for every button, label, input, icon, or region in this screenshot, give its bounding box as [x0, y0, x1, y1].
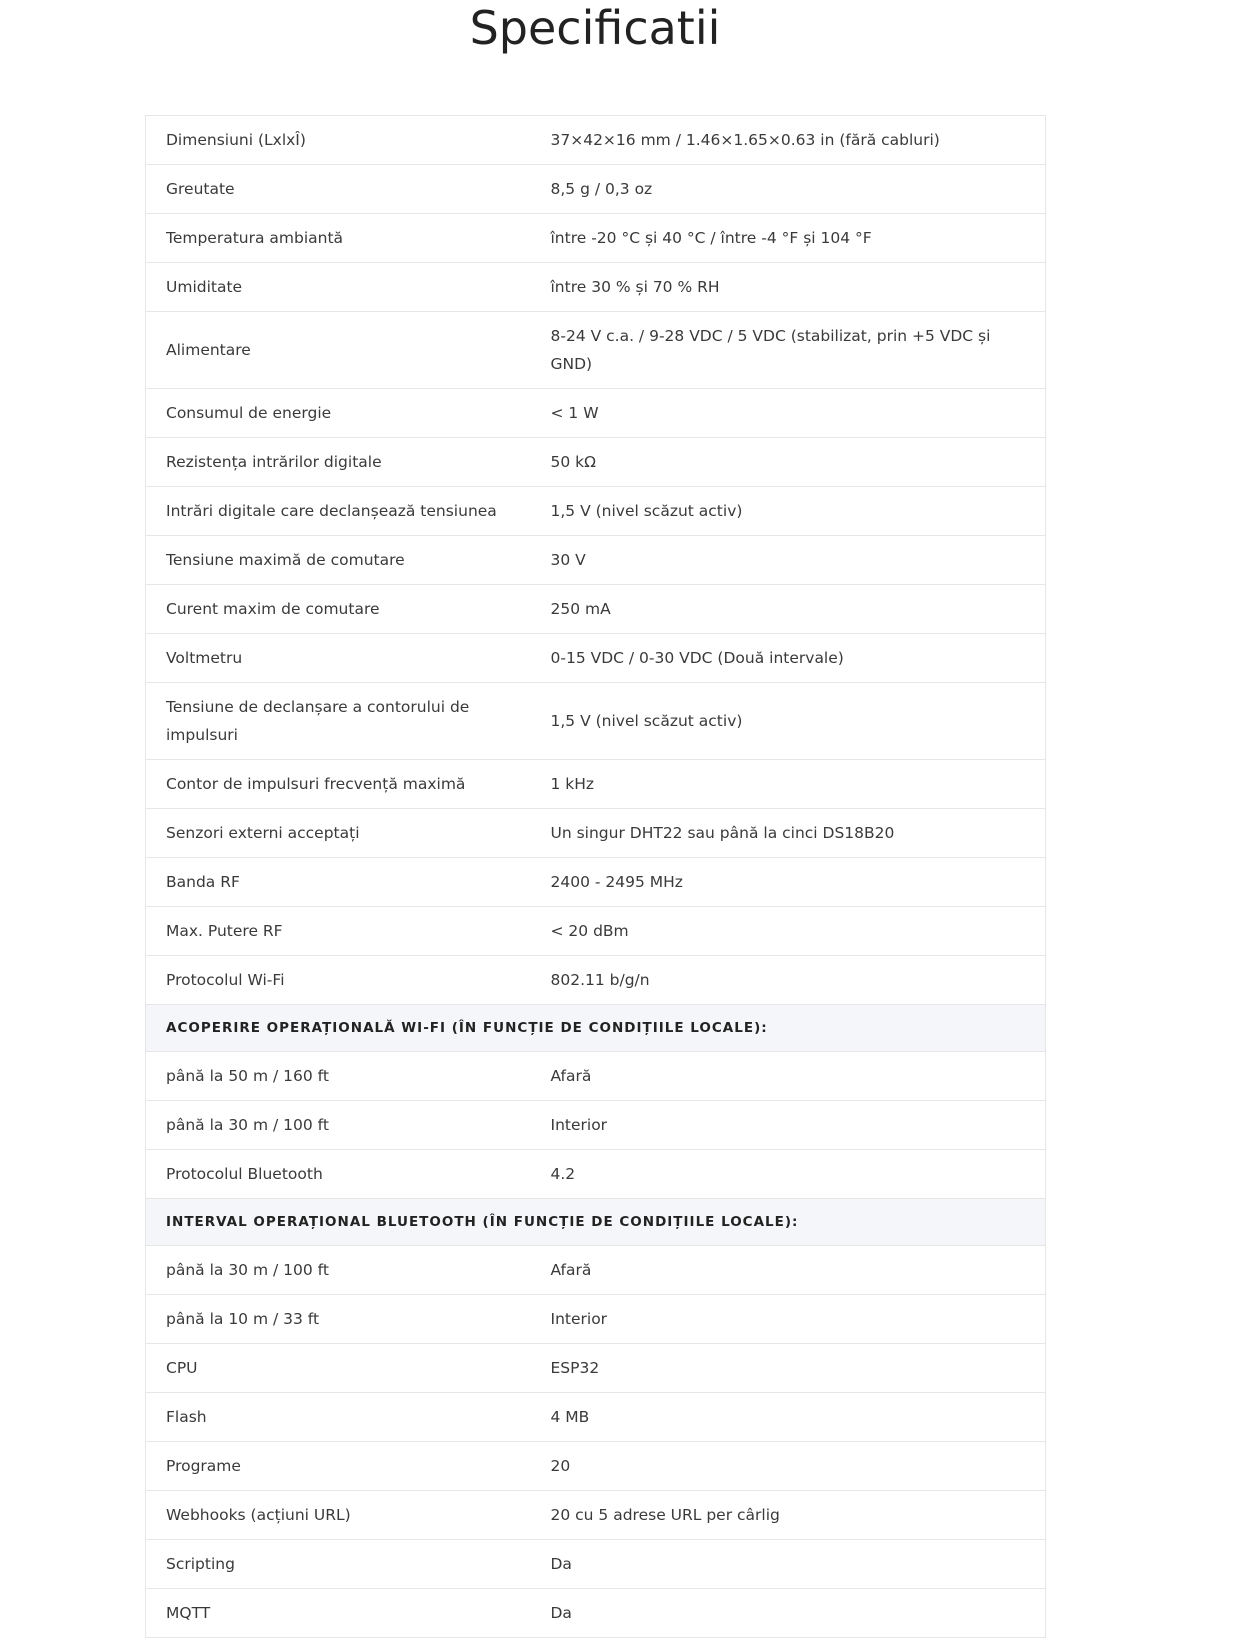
spec-value: ESP32 — [531, 1344, 1046, 1393]
spec-label: Webhooks (acțiuni URL) — [146, 1491, 531, 1540]
spec-row — [146, 956, 1046, 1005]
spec-value: 8-24 V c.a. / 9-28 VDC / 5 VDC (stabilizat, prin +5 VDC și GND) — [531, 312, 1046, 389]
spec-label: Voltmetru — [146, 634, 531, 683]
spec-value: 802.11 b/g/n — [531, 956, 1046, 1005]
spec-value: 30 V — [531, 536, 1046, 585]
spec-row — [146, 683, 1046, 760]
spec-value: 20 — [531, 1442, 1046, 1491]
spec-value: Un singur DHT22 sau până la cinci DS18B20 — [531, 809, 1046, 858]
spec-row — [146, 1393, 1046, 1442]
spec-label: până la 10 m / 33 ft — [146, 1295, 531, 1344]
spec-value: 37×42×16 mm / 1.46×1.65×0.63 in (fără cabluri) — [531, 116, 1046, 165]
spec-label: Senzori externi acceptați — [146, 809, 531, 858]
spec-value: 1,5 V (nivel scăzut activ) — [531, 487, 1046, 536]
spec-label: Curent maxim de comutare — [146, 585, 531, 634]
spec-row — [146, 634, 1046, 683]
spec-value: 50 kΩ — [531, 438, 1046, 487]
spec-label: până la 30 m / 100 ft — [146, 1246, 531, 1295]
spec-label: CPU — [146, 1344, 531, 1393]
spec-label: Protocolul Wi-Fi — [146, 956, 531, 1005]
spec-value: 4.2 — [531, 1150, 1046, 1199]
spec-row — [146, 214, 1046, 263]
spec-value: 0-15 VDC / 0-30 VDC (Două intervale) — [531, 634, 1046, 683]
spec-value: < 20 dBm — [531, 907, 1046, 956]
spec-row — [146, 809, 1046, 858]
spec-row — [146, 1101, 1046, 1150]
page-title: Specificatii — [469, 1, 721, 55]
spec-value: 250 mA — [531, 585, 1046, 634]
spec-row — [146, 1150, 1046, 1199]
spec-row — [146, 1491, 1046, 1540]
spec-label: Banda RF — [146, 858, 531, 907]
spec-label: Dimensiuni (LxlxÎ) — [146, 116, 531, 165]
spec-row — [146, 312, 1046, 389]
spec-value: Da — [531, 1589, 1046, 1638]
spec-row — [146, 1540, 1046, 1589]
spec-row — [146, 487, 1046, 536]
spec-label: Alimentare — [146, 312, 531, 389]
spec-row — [146, 1344, 1046, 1393]
spec-row — [146, 760, 1046, 809]
spec-label: Tensiune maximă de comutare — [146, 536, 531, 585]
spec-label: Temperatura ambiantă — [146, 214, 531, 263]
spec-value: între -20 °C și 40 °C / între -4 °F și 104 °F — [531, 214, 1046, 263]
section-header-row — [146, 1199, 1046, 1246]
spec-label: MQTT — [146, 1589, 531, 1638]
spec-label: Flash — [146, 1393, 531, 1442]
spec-label: Consumul de energie — [146, 389, 531, 438]
spec-row — [146, 1295, 1046, 1344]
spec-row — [146, 1246, 1046, 1295]
spec-row — [146, 438, 1046, 487]
spec-label: Rezistența intrărilor digitale — [146, 438, 531, 487]
specifications-table-body — [146, 116, 1046, 1638]
spec-row — [146, 165, 1046, 214]
spec-label: până la 50 m / 160 ft — [146, 1052, 531, 1101]
spec-row — [146, 907, 1046, 956]
spec-value: 1 kHz — [531, 760, 1046, 809]
spec-label: Protocolul Bluetooth — [146, 1150, 531, 1199]
spec-value: 2400 - 2495 MHz — [531, 858, 1046, 907]
spec-value: Afară — [531, 1246, 1046, 1295]
spec-label: Programe — [146, 1442, 531, 1491]
spec-label: Tensiune de declanșare a contorului de impulsuri — [146, 683, 531, 760]
spec-row — [146, 389, 1046, 438]
section-header-label: INTERVAL OPERAȚIONAL BLUETOOTH (ÎN FUNCȚIE DE CONDIȚIILE LOCALE): — [146, 1199, 1046, 1246]
section-header-row — [146, 1005, 1046, 1052]
specifications-table — [145, 115, 1046, 1638]
spec-row — [146, 263, 1046, 312]
spec-value: 1,5 V (nivel scăzut activ) — [531, 683, 1046, 760]
spec-row — [146, 1442, 1046, 1491]
section-header-label: ACOPERIRE OPERAȚIONALĂ WI-FI (ÎN FUNCȚIE DE CONDIȚIILE LOCALE): — [146, 1005, 1046, 1052]
spec-row — [146, 116, 1046, 165]
spec-value: 4 MB — [531, 1393, 1046, 1442]
spec-label: Scripting — [146, 1540, 531, 1589]
spec-value: Interior — [531, 1295, 1046, 1344]
spec-label: Greutate — [146, 165, 531, 214]
spec-value: < 1 W — [531, 389, 1046, 438]
spec-label: Umiditate — [146, 263, 531, 312]
spec-row — [146, 536, 1046, 585]
spec-value: 20 cu 5 adrese URL per cârlig — [531, 1491, 1046, 1540]
spec-label: Max. Putere RF — [146, 907, 531, 956]
spec-row — [146, 858, 1046, 907]
spec-value: Afară — [531, 1052, 1046, 1101]
spec-row — [146, 1052, 1046, 1101]
spec-label: până la 30 m / 100 ft — [146, 1101, 531, 1150]
spec-label: Intrări digitale care declanșează tensiunea — [146, 487, 531, 536]
spec-row — [146, 585, 1046, 634]
spec-value: Interior — [531, 1101, 1046, 1150]
spec-value: între 30 % și 70 % RH — [531, 263, 1046, 312]
spec-label: Contor de impulsuri frecvență maximă — [146, 760, 531, 809]
spec-row — [146, 1589, 1046, 1638]
spec-value: Da — [531, 1540, 1046, 1589]
spec-value: 8,5 g / 0,3 oz — [531, 165, 1046, 214]
